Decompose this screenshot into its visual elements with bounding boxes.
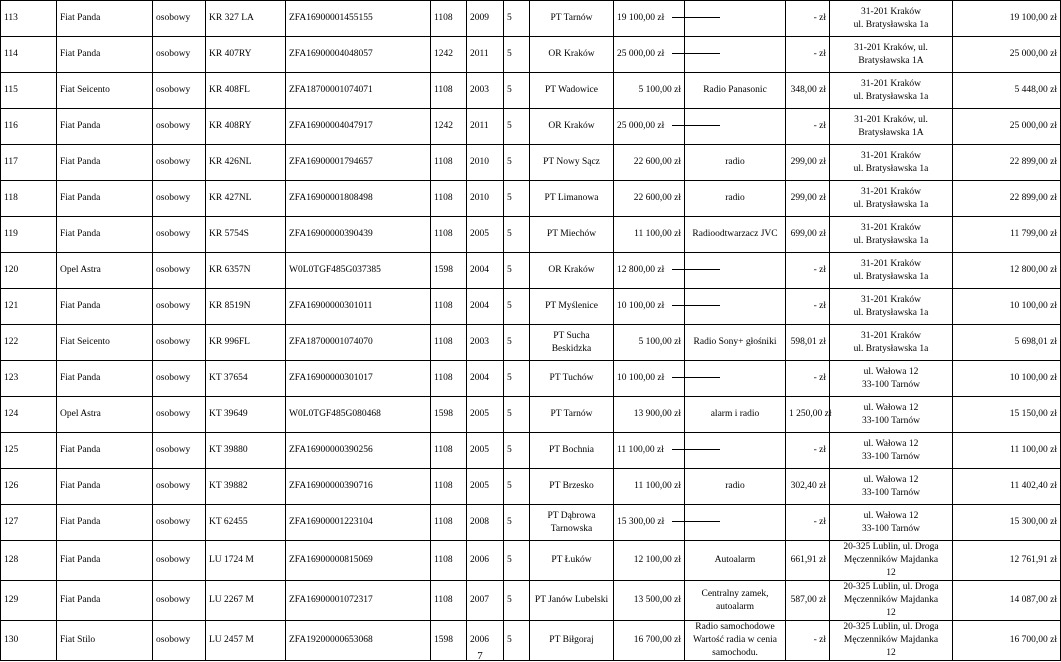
cell-vin: ZFA16900000390716 (286, 469, 431, 505)
cell-extras-value: - zł (786, 361, 830, 397)
cell-seats: 5 (504, 361, 530, 397)
blank-underline (672, 125, 720, 126)
cell-extras-value: - zł (786, 37, 830, 73)
cell-address: ul. Wałowa 12 33-100 Tarnów (830, 361, 953, 397)
cell-year: 2004 (467, 253, 504, 289)
cell-vin: ZFA16900001072317 (286, 581, 431, 621)
cell-extras: alarm i radio (685, 397, 786, 433)
cell-type: osobowy (153, 109, 206, 145)
cell-extras: Radio Panasonic (685, 73, 786, 109)
cell-registration: KT 37654 (206, 361, 286, 397)
cell-vin: ZFA16900000301017 (286, 361, 431, 397)
cell-vin: ZFA16900004047917 (286, 109, 431, 145)
cell-sum-insured: 25 000,00 zł (614, 37, 685, 73)
cell-extras-value: - zł (786, 1, 830, 37)
cell-vin: ZFA16900000301011 (286, 289, 431, 325)
table-body (1, 1, 1061, 661)
cell-make: Fiat Panda (57, 541, 153, 581)
cell-address: 31-201 Kraków ul. Bratysławska 1a (830, 253, 953, 289)
cell-unit: OR Kraków (530, 253, 614, 289)
cell-sum-insured: 25 000,00 zł (614, 109, 685, 145)
cell-seats: 5 (504, 1, 530, 37)
cell-unit: PT Myślenice (530, 289, 614, 325)
cell-vin: ZFA19200000653068 (286, 621, 431, 661)
cell-lp: 127 (1, 505, 57, 541)
cell-year: 2009 (467, 1, 504, 37)
cell-type: osobowy (153, 621, 206, 661)
cell-extras: Centralny zamek, autoalarm (685, 581, 786, 621)
cell-total: 16 700,00 zł (953, 621, 1061, 661)
cell-unit: PT Biłgoraj (530, 621, 614, 661)
cell-registration: KR 427NL (206, 181, 286, 217)
cell-lp: 113 (1, 1, 57, 37)
cell-registration: LU 2457 M (206, 621, 286, 661)
cell-extras (685, 505, 786, 541)
blank-underline (672, 521, 720, 522)
table-row (1, 581, 1061, 621)
cell-extras-value: - zł (786, 109, 830, 145)
cell-extras: radio (685, 469, 786, 505)
cell-extras-value: 299,00 zł (786, 145, 830, 181)
cell-vin: ZFA16900004048057 (286, 37, 431, 73)
cell-lp: 122 (1, 325, 57, 361)
blank-underline (672, 377, 720, 378)
cell-engine: 1598 (431, 397, 467, 433)
cell-sum-insured: 12 800,00 zł (614, 253, 685, 289)
cell-unit: PT Sucha Beskidzka (530, 325, 614, 361)
cell-seats: 5 (504, 109, 530, 145)
cell-seats: 5 (504, 289, 530, 325)
cell-extras-value: 598,01 zł (786, 325, 830, 361)
cell-total: 11 799,00 zł (953, 217, 1061, 253)
cell-registration: KR 408FL (206, 73, 286, 109)
cell-total: 10 100,00 zł (953, 289, 1061, 325)
cell-extras (685, 433, 786, 469)
cell-engine: 1108 (431, 505, 467, 541)
cell-sum-insured: 5 100,00 zł (614, 325, 685, 361)
cell-address: 31-201 Kraków ul. Bratysławska 1a (830, 73, 953, 109)
table-row (1, 73, 1061, 109)
cell-engine: 1108 (431, 541, 467, 581)
cell-vin: ZFA18700001074071 (286, 73, 431, 109)
cell-extras-value: 699,00 zł (786, 217, 830, 253)
cell-address: 31-201 Kraków ul. Bratysławska 1a (830, 325, 953, 361)
cell-seats: 5 (504, 469, 530, 505)
cell-make: Fiat Panda (57, 469, 153, 505)
cell-registration: KT 39880 (206, 433, 286, 469)
cell-registration: KR 8519N (206, 289, 286, 325)
cell-extras-value: - zł (786, 433, 830, 469)
table-row (1, 181, 1061, 217)
cell-seats: 5 (504, 181, 530, 217)
cell-make: Fiat Panda (57, 145, 153, 181)
cell-lp: 124 (1, 397, 57, 433)
cell-unit: OR Kraków (530, 109, 614, 145)
cell-year: 2007 (467, 581, 504, 621)
cell-make: Fiat Panda (57, 1, 153, 37)
cell-lp: 130 (1, 621, 57, 661)
cell-extras (685, 1, 786, 37)
cell-extras-value: 661,91 zł (786, 541, 830, 581)
cell-lp: 116 (1, 109, 57, 145)
cell-engine: 1108 (431, 325, 467, 361)
cell-seats: 5 (504, 541, 530, 581)
cell-extras-value: - zł (786, 621, 830, 661)
cell-seats: 5 (504, 505, 530, 541)
table-row (1, 37, 1061, 73)
cell-total: 22 899,00 zł (953, 145, 1061, 181)
cell-extras-value: 302,40 zł (786, 469, 830, 505)
cell-address: 31-201 Kraków ul. Bratysławska 1a (830, 181, 953, 217)
cell-type: osobowy (153, 73, 206, 109)
cell-extras: Radioodtwarzacz JVC (685, 217, 786, 253)
cell-address: 31-201 Kraków ul. Bratysławska 1a (830, 145, 953, 181)
cell-extras (685, 289, 786, 325)
cell-vin: ZFA16900000390439 (286, 217, 431, 253)
cell-extras: radio (685, 181, 786, 217)
cell-address: 20-325 Lublin, ul. Droga Męczenników Majdanka 12 (830, 581, 953, 621)
cell-engine: 1108 (431, 361, 467, 397)
cell-unit: PT Brzesko (530, 469, 614, 505)
cell-type: osobowy (153, 37, 206, 73)
cell-extras-value: 299,00 zł (786, 181, 830, 217)
cell-year: 2006 (467, 541, 504, 581)
cell-type: osobowy (153, 361, 206, 397)
cell-total: 25 000,00 zł (953, 109, 1061, 145)
cell-type: osobowy (153, 581, 206, 621)
cell-registration: KR 996FL (206, 325, 286, 361)
cell-sum-insured: 13 900,00 zł (614, 397, 685, 433)
cell-vin: ZFA16900001808498 (286, 181, 431, 217)
cell-make: Fiat Panda (57, 217, 153, 253)
cell-unit: PT Tarnów (530, 1, 614, 37)
cell-extras-value: - zł (786, 289, 830, 325)
cell-extras-value: 587,00 zł (786, 581, 830, 621)
cell-lp: 119 (1, 217, 57, 253)
cell-sum-insured: 13 500,00 zł (614, 581, 685, 621)
cell-make: Opel Astra (57, 253, 153, 289)
cell-extras (685, 253, 786, 289)
cell-seats: 5 (504, 217, 530, 253)
table-row (1, 433, 1061, 469)
cell-seats: 5 (504, 37, 530, 73)
cell-unit: PT Wadowice (530, 73, 614, 109)
cell-address: 31-201 Kraków ul. Bratysławska 1a (830, 217, 953, 253)
cell-engine: 1242 (431, 109, 467, 145)
cell-lp: 115 (1, 73, 57, 109)
cell-sum-insured: 15 300,00 zł (614, 505, 685, 541)
blank-underline (672, 53, 720, 54)
table-row (1, 397, 1061, 433)
cell-vin: W0L0TGF485G080468 (286, 397, 431, 433)
cell-address: 20-325 Lublin, ul. Droga Męczenników Majdanka 12 (830, 541, 953, 581)
cell-registration: KR 6357N (206, 253, 286, 289)
cell-sum-insured: 22 600,00 zł (614, 145, 685, 181)
table-row (1, 469, 1061, 505)
cell-seats: 5 (504, 73, 530, 109)
cell-type: osobowy (153, 469, 206, 505)
cell-make: Fiat Panda (57, 433, 153, 469)
cell-total: 11 402,40 zł (953, 469, 1061, 505)
cell-vin: ZFA16900001794657 (286, 145, 431, 181)
cell-year: 2006 (467, 621, 504, 661)
cell-engine: 1108 (431, 73, 467, 109)
cell-address: 31-201 Kraków ul. Bratysławska 1a (830, 289, 953, 325)
cell-unit: PT Nowy Sącz (530, 145, 614, 181)
cell-make: Fiat Seicento (57, 325, 153, 361)
cell-unit: PT Bochnia (530, 433, 614, 469)
cell-extras (685, 37, 786, 73)
cell-year: 2005 (467, 469, 504, 505)
cell-sum-insured: 11 100,00 zł (614, 469, 685, 505)
cell-vin: ZFA16900001455155 (286, 1, 431, 37)
cell-year: 2005 (467, 397, 504, 433)
cell-extras: radio (685, 145, 786, 181)
cell-sum-insured: 12 100,00 zł (614, 541, 685, 581)
cell-engine: 1108 (431, 181, 467, 217)
cell-unit: OR Kraków (530, 37, 614, 73)
cell-lp: 120 (1, 253, 57, 289)
cell-registration: KR 407RY (206, 37, 286, 73)
cell-type: osobowy (153, 325, 206, 361)
cell-seats: 5 (504, 397, 530, 433)
cell-address: ul. Wałowa 12 33-100 Tarnów (830, 433, 953, 469)
cell-unit: PT Tuchów (530, 361, 614, 397)
cell-extras (685, 361, 786, 397)
table-row (1, 217, 1061, 253)
cell-seats: 5 (504, 253, 530, 289)
cell-address: ul. Wałowa 12 33-100 Tarnów (830, 469, 953, 505)
cell-registration: KR 327 LA (206, 1, 286, 37)
table-row (1, 253, 1061, 289)
blank-underline (672, 269, 720, 270)
cell-sum-insured: 11 100,00 zł (614, 433, 685, 469)
cell-registration: KR 5754S (206, 217, 286, 253)
cell-registration: LU 1724 M (206, 541, 286, 581)
cell-registration: KR 426NL (206, 145, 286, 181)
cell-year: 2005 (467, 433, 504, 469)
cell-lp: 118 (1, 181, 57, 217)
cell-unit: PT Miechów (530, 217, 614, 253)
cell-address: 31-201 Kraków ul. Bratysławska 1a (830, 1, 953, 37)
cell-extras: Radio Sony+ głośniki (685, 325, 786, 361)
cell-address: ul. Wałowa 12 33-100 Tarnów (830, 397, 953, 433)
cell-extras: Autoalarm (685, 541, 786, 581)
cell-year: 2003 (467, 73, 504, 109)
cell-year: 2010 (467, 181, 504, 217)
blank-underline (672, 305, 720, 306)
cell-registration: KR 408RY (206, 109, 286, 145)
cell-engine: 1108 (431, 289, 467, 325)
cell-registration: KT 62455 (206, 505, 286, 541)
cell-extras-value: - zł (786, 253, 830, 289)
cell-seats: 5 (504, 581, 530, 621)
cell-extras-value: 348,00 zł (786, 73, 830, 109)
cell-year: 2004 (467, 361, 504, 397)
cell-vin: ZFA16900000815069 (286, 541, 431, 581)
cell-type: osobowy (153, 1, 206, 37)
cell-type: osobowy (153, 253, 206, 289)
table-row (1, 109, 1061, 145)
cell-type: osobowy (153, 541, 206, 581)
cell-extras: Radio samochodowe Wartość radia w cenia samochodu. (685, 621, 786, 661)
cell-sum-insured: 16 700,00 zł (614, 621, 685, 661)
page-number: 7 (477, 650, 483, 662)
cell-address: 31-201 Kraków, ul. Bratysławska 1A (830, 109, 953, 145)
blank-underline (672, 17, 720, 18)
table-row (1, 541, 1061, 581)
cell-type: osobowy (153, 289, 206, 325)
cell-year: 2004 (467, 289, 504, 325)
cell-sum-insured: 10 100,00 zł (614, 361, 685, 397)
cell-year: 2005 (467, 217, 504, 253)
cell-lp: 117 (1, 145, 57, 181)
cell-lp: 114 (1, 37, 57, 73)
cell-engine: 1108 (431, 145, 467, 181)
cell-total: 15 150,00 zł (953, 397, 1061, 433)
cell-make: Fiat Panda (57, 505, 153, 541)
cell-type: osobowy (153, 217, 206, 253)
cell-engine: 1108 (431, 581, 467, 621)
cell-lp: 121 (1, 289, 57, 325)
cell-registration: LU 2267 M (206, 581, 286, 621)
cell-year: 2011 (467, 37, 504, 73)
cell-type: osobowy (153, 397, 206, 433)
cell-engine: 1108 (431, 433, 467, 469)
table-row (1, 1, 1061, 37)
cell-unit: PT Janów Lubelski (530, 581, 614, 621)
cell-sum-insured: 11 100,00 zł (614, 217, 685, 253)
cell-total: 22 899,00 zł (953, 181, 1061, 217)
cell-lp: 128 (1, 541, 57, 581)
cell-year: 2003 (467, 325, 504, 361)
table-row (1, 289, 1061, 325)
cell-total: 12 800,00 zł (953, 253, 1061, 289)
cell-vin: ZFA16900000390256 (286, 433, 431, 469)
blank-underline (672, 449, 720, 450)
cell-sum-insured: 19 100,00 zł (614, 1, 685, 37)
cell-extras-value: - zł (786, 505, 830, 541)
cell-lp: 129 (1, 581, 57, 621)
cell-address: 20-325 Lublin, ul. Droga Męczenników Majdanka 12 (830, 621, 953, 661)
cell-engine: 1108 (431, 469, 467, 505)
cell-make: Fiat Panda (57, 181, 153, 217)
cell-type: osobowy (153, 145, 206, 181)
cell-lp: 123 (1, 361, 57, 397)
cell-address: 31-201 Kraków, ul. Bratysławska 1A (830, 37, 953, 73)
table-row (1, 505, 1061, 541)
cell-seats: 5 (504, 145, 530, 181)
table-row (1, 325, 1061, 361)
cell-year: 2008 (467, 505, 504, 541)
cell-address: ul. Wałowa 12 33-100 Tarnów (830, 505, 953, 541)
cell-seats: 5 (504, 325, 530, 361)
cell-engine: 1598 (431, 621, 467, 661)
cell-sum-insured: 5 100,00 zł (614, 73, 685, 109)
cell-total: 15 300,00 zł (953, 505, 1061, 541)
cell-total: 10 100,00 zł (953, 361, 1061, 397)
cell-engine: 1598 (431, 253, 467, 289)
cell-make: Fiat Panda (57, 37, 153, 73)
cell-make: Fiat Stilo (57, 621, 153, 661)
cell-make: Fiat Seicento (57, 73, 153, 109)
cell-registration: KT 39882 (206, 469, 286, 505)
cell-type: osobowy (153, 433, 206, 469)
cell-year: 2010 (467, 145, 504, 181)
cell-vin: W0L0TGF485G037385 (286, 253, 431, 289)
cell-engine: 1108 (431, 217, 467, 253)
cell-sum-insured: 10 100,00 zł (614, 289, 685, 325)
cell-total: 14 087,00 zł (953, 581, 1061, 621)
cell-unit: PT Łuków (530, 541, 614, 581)
cell-unit: PT Tarnów (530, 397, 614, 433)
cell-vin: ZFA18700001074070 (286, 325, 431, 361)
cell-make: Fiat Panda (57, 109, 153, 145)
cell-engine: 1108 (431, 1, 467, 37)
cell-vin: ZFA16900001223104 (286, 505, 431, 541)
cell-type: osobowy (153, 505, 206, 541)
table-row (1, 361, 1061, 397)
cell-unit: PT Dąbrowa Tarnowska (530, 505, 614, 541)
cell-total: 12 761,91 zł (953, 541, 1061, 581)
cell-extras (685, 109, 786, 145)
cell-type: osobowy (153, 181, 206, 217)
cell-make: Opel Astra (57, 397, 153, 433)
cell-make: Fiat Panda (57, 581, 153, 621)
cell-year: 2011 (467, 109, 504, 145)
cell-make: Fiat Panda (57, 289, 153, 325)
table-row (1, 145, 1061, 181)
cell-extras-value: 1 250,00 zł (786, 397, 830, 433)
cell-total: 5 698,01 zł (953, 325, 1061, 361)
cell-seats: 5 (504, 621, 530, 661)
cell-unit: PT Limanowa (530, 181, 614, 217)
cell-lp: 126 (1, 469, 57, 505)
cell-total: 25 000,00 zł (953, 37, 1061, 73)
cell-total: 19 100,00 zł (953, 1, 1061, 37)
cell-engine: 1242 (431, 37, 467, 73)
cell-make: Fiat Panda (57, 361, 153, 397)
cell-total: 11 100,00 zł (953, 433, 1061, 469)
cell-lp: 125 (1, 433, 57, 469)
cell-registration: KT 39649 (206, 397, 286, 433)
cell-seats: 5 (504, 433, 530, 469)
cell-sum-insured: 22 600,00 zł (614, 181, 685, 217)
cell-total: 5 448,00 zł (953, 73, 1061, 109)
